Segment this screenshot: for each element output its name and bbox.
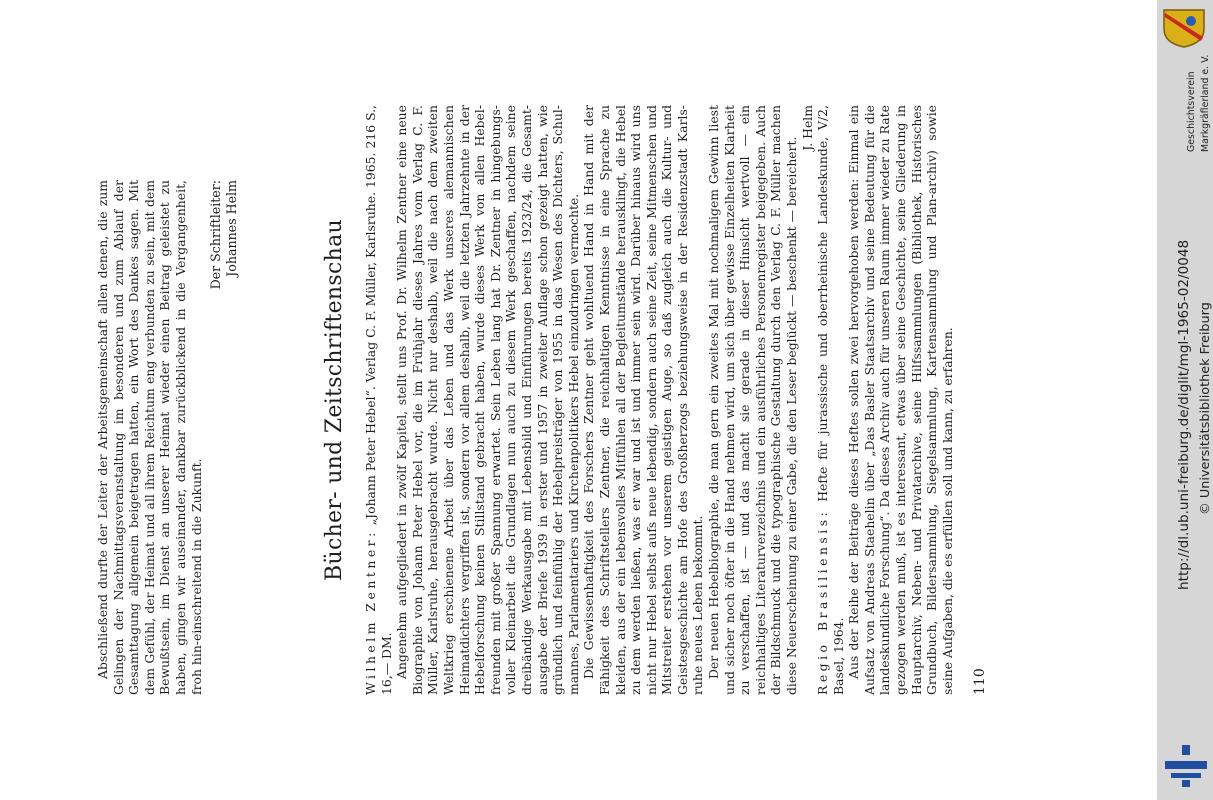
library-logo-icon bbox=[1165, 745, 1207, 787]
section-heading: Bücher- und Zeitschriftenschau bbox=[322, 219, 347, 581]
society-name-line1: Geschichtsverein bbox=[1186, 71, 1197, 152]
intro-signature bbox=[208, 180, 240, 330]
intro-paragraph-block bbox=[95, 180, 204, 695]
review-hebel-paragraph: Angenehm aufgegliedert in zwölf Kapitel, stellt uns Prof. Dr. Wilhelm Zentner eine neue Biographie von Johann Peter Hebel vor, die im Frühjahr dieses Jahres vom Verlag C. F. Müller, Karlsruhe, herausgebracht wurde. Nicht nur deshalb, weil die nach dem zweiten Weltkrieg erschienene Arbeit über das Leben und das Werk unseres alemannischen Heimatdichters vergriffen ist, sondern vor allem deshalb, weil die letzten Jahrzehnte in der Hebelforschung keinen Stillstand gebracht haben, wurde dieses Werk von allen Hebel-freunden mit großer Spannung erwartet. Sein Leben lang hat Dr. Zentner in hingebungs-voller Kleinarbeit die Grundlagen nun auch zu diesem Werk geschaffen, nachdem seine dreibändige Werkausgabe mit Lebensbild und Einführungen bereits 1923/24, die Gesamt-ausgabe der Briefe 1939 in erster und 1957 in zweiter Auflage schon gezeigt hatten, wie gründlich und feinfühlig der Hebelpreisträger von 1955 in das Wesen des Dichters, Schul-mannes, Parlamentariers und Kirchenpolitikers Hebel einzudringen vermochte. bbox=[394, 105, 581, 695]
source-url-link[interactable]: http://dl.ub.uni-freiburg.de/diglit/mgl-1965-02/0048 bbox=[1176, 239, 1192, 590]
intro-paragraph: Abschließend durfte der Leiter der Arbeitsgemeinschaft allen denen, die zum Gelingen der Nachmittagsveranstaltung im besonderen und zum Ablauf der Gesamttagung allgemein beigetragen hatten, ein Wort des Dankes sagen. Mit dem Gefühl, der Heimat und all ihrem Reichtum eng verbunden zu sein, mit dem Bewußtsein, im Dienst an unserer Heimat wieder einen Beitrag geleistet zu haben, gingen wir auseinander, dankbar zurückblickend in die Vergangenheit, froh hin-einschreitend in die Zukunft. bbox=[95, 180, 204, 695]
review-hebel-paragraph: Die Gewissenhaftigkeit des Forschers Zentner geht wohltuend Hand in Hand mit der Fähigkeit des Schriftstellers Zentner, die reichhaltigen Kenntnisse in eine Sprache zu kleiden, aus der ein lebensvolles Mitfühlen all der Begleitumstände herausklingt, die Hebel zu dem werden ließen, was er war und ist und immer sein wird. Darüber hinaus wird uns nicht nur Hebel selbst aufs neue lebendig, sondern auch seine Zeit, seine Mitmenschen und Mitstreiter erstehen vor unserem geistigen Auge, so daß zugleich auch die Kultur- und Geistesgeschichte am Hofe des Großherzogs beziehungsweise in der Residenzstadt Karls-ruhe neues Leben bekommt. bbox=[581, 105, 706, 695]
signature-name: Johannes Helm bbox=[224, 180, 239, 277]
review-regio-title: Regio Brasiliensis: bbox=[815, 508, 830, 695]
review-regio-citation-text: Hefte für jurassische und oberrheinische Landeskunde, V/2, Basel, 1964. bbox=[815, 105, 846, 695]
coat-of-arms-icon bbox=[1161, 7, 1207, 49]
review-regio-paragraph: Aus der Reihe der Beiträge dieses Heftes sollen zwei hervorgehoben werden: Einmal ein Aufsatz von Andreas Staehelin über „Das Basler Staatsarchiv und seine Bedeutung für die landeskundliche Forschung“. Da dieses Archiv auch für unseren Raum immer wieder zu Rate gezogen werden muß, ist es interessant, etwas über seine Geschichte, seine Gliederung in Hauptarchiv, Neben- und Privatarchive, seine Hilfssammlungen (Bibliothek, Historisches Grundbuch, Bildersammlung, Siegelsammlung, Kartensammlung und Plan-archiv) sowie seine Aufgaben, die es erfüllen soll und kann, zu erfahren. bbox=[846, 105, 955, 695]
review-hebel-citation bbox=[363, 105, 394, 695]
review-regio-citation bbox=[815, 105, 846, 695]
review-hebel-author: Wilhelm Zentner: bbox=[363, 529, 378, 695]
copyright-notice: © Universitätsbibliothek Freiburg bbox=[1198, 302, 1213, 515]
review-hebel-citation-text: „Johann Peter Hebel“. Verlag C. F. Müller, Karlsruhe. 1965. 216 S., 16,— DM. bbox=[363, 105, 394, 695]
review-hebel-signature: J. Helm bbox=[799, 105, 815, 151]
review-hebel-paragraph: Der neuen Hebelbiographie, die man gern ein zweites Mal mit nochmaligem Gewinn liest und sicher noch öfter in die Hand nehmen wird, um sich über gewisse Einzelheiten Klarheit zu verschaffen, ist — und das macht sie gerade in dieser Hinsicht wertvoll — ein reichhaltiges Literaturverzeichnis und ein ausführliches Personenregister beigegeben. Auch der Bildschmuck und die typographische Gestaltung durch den Verlag C. F. Müller machen diese Neuerscheinung zu einer Gabe, die den Leser beglückt — beschenkt — bereichert. bbox=[706, 105, 800, 695]
review-regio bbox=[815, 105, 955, 695]
society-name-line2: Markgräflerland e. V. bbox=[1200, 54, 1211, 152]
page-number: 110 bbox=[972, 668, 988, 695]
signature-role: Der Schriftleiter: bbox=[208, 180, 223, 290]
review-hebel bbox=[363, 105, 815, 695]
